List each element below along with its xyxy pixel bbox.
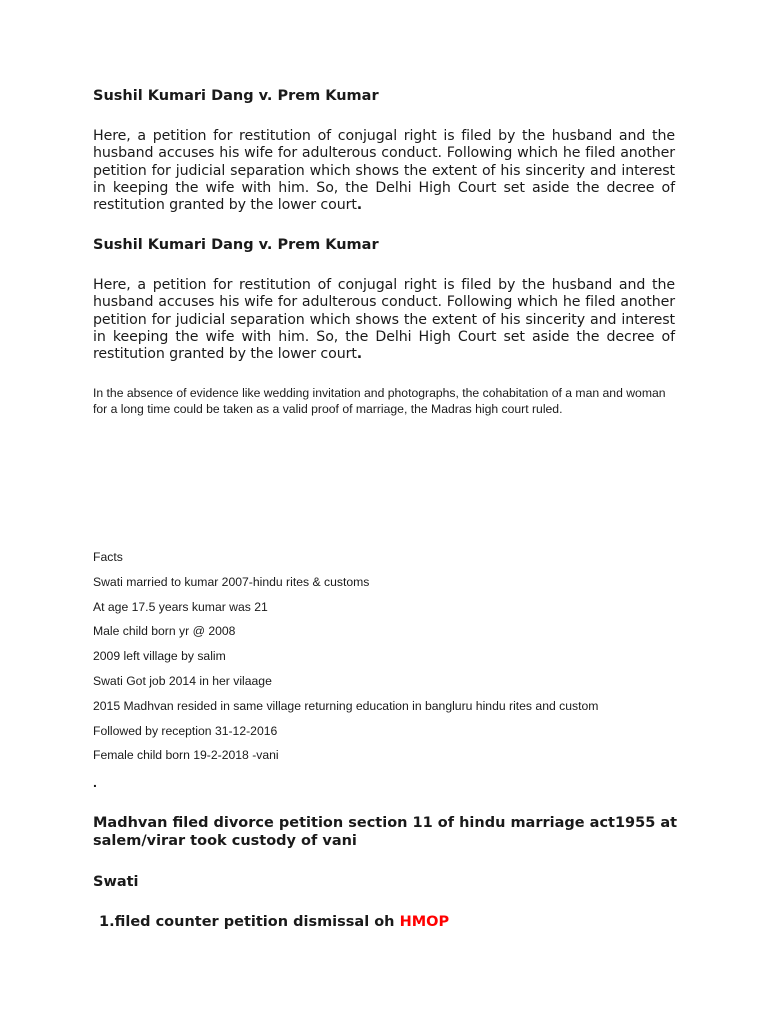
case-heading-2: Sushil Kumari Dang v. Prem Kumar xyxy=(93,237,379,253)
separator-dot: . xyxy=(93,774,97,790)
case-paragraph-1 xyxy=(93,128,675,214)
fact-item: Swati Got job 2014 in her vilaage xyxy=(93,673,272,688)
counter-petition-text: 1.filed counter petition dismissal oh xyxy=(99,914,400,930)
fact-item: Male child born yr @ 2008 xyxy=(93,624,236,639)
facts-list xyxy=(93,548,598,771)
fact-item: 2009 left village by salim xyxy=(93,649,226,664)
case-paragraph-2-text: Here, a petition for restitution of conjugal right is filed by the husband and the husband accuses his wife for adulterous conduct. Following which he filed another petition for judicial separation which shows the extent of his sincerity and interest in keeping the wife with him. So, the Delhi High Court set aside the decree of restitution granted by the lower court xyxy=(93,277,675,363)
fact-item: 2015 Madhvan resided in same village returning education in bangluru hindu rites and custom xyxy=(93,698,599,713)
fact-item: Followed by reception 31-12-2016 xyxy=(93,723,278,738)
case-paragraph-1-text: Here, a petition for restitution of conjugal right is filed by the husband and the husband accuses his wife for adulterous conduct. Following which he filed another petition for judicial separation which shows the extent of his sincerity and interest in keeping the wife with him. So, the Delhi High Court set aside the decree of restitution granted by the lower court xyxy=(93,128,675,214)
madras-note: In the absence of evidence like wedding invitation and photographs, the cohabitation of a man and woman for a long time could be taken as a valid proof of marriage, the Madras high court ruled. xyxy=(93,386,666,416)
counter-petition xyxy=(99,913,699,931)
divorce-petition: Madhvan filed divorce petition section 11 of hindu marriage act1955 at salem/virar took custody of vani xyxy=(93,815,678,849)
hmop-highlight: HMOP xyxy=(399,914,450,930)
case-paragraph-2-end: . xyxy=(356,346,363,363)
fact-item: At age 17.5 years kumar was 21 xyxy=(93,599,268,614)
case-heading-1: Sushil Kumari Dang v. Prem Kumar xyxy=(93,88,379,104)
fact-item: Swati married to kumar 2007-hindu rites & customs xyxy=(93,574,370,589)
case-paragraph-2 xyxy=(93,277,675,363)
fact-item: Female child born 19-2-2018 -vani xyxy=(93,748,279,763)
swati-heading: Swati xyxy=(93,874,139,890)
case-paragraph-1-end: . xyxy=(356,197,363,214)
facts-title: Facts xyxy=(93,550,123,564)
